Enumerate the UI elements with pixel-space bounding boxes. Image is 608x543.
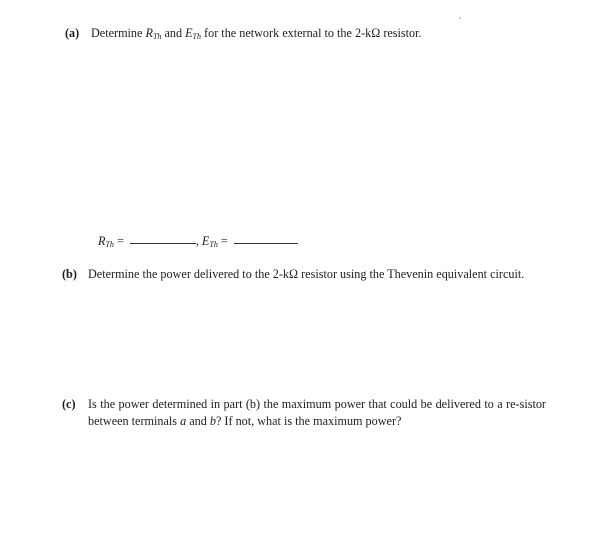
question-c-text-3: ? If not, what is the maximum power? (215, 414, 402, 428)
answer-separator: , (195, 234, 199, 248)
eth-answer-blank[interactable] (234, 242, 298, 244)
question-a-text (91, 25, 585, 45)
question-a-text-1: Determine (91, 26, 146, 40)
answer-eth-subscript: Th (209, 240, 218, 249)
answer-rth-symbol: R (98, 234, 106, 248)
answer-rth-subscript: Th (105, 240, 114, 249)
rth-answer-blank[interactable] (130, 242, 196, 244)
rth-symbol: R (145, 26, 153, 40)
question-b-label: (b) (62, 267, 77, 281)
eth-subscript: Th (192, 32, 201, 41)
terminal-a: a (180, 414, 187, 428)
answer-equals-2: = (217, 234, 228, 248)
question-c-text (88, 396, 546, 430)
question-a-text-2: and (161, 26, 186, 40)
question-c-text-1: Is the power determined in part (b) the maximum power that could be delivered to a re-sistor between terminals (88, 397, 546, 428)
eth-symbol: E (185, 26, 193, 40)
answer-equals-1: = (113, 234, 124, 248)
question-c (62, 396, 546, 436)
scan-speck (459, 17, 461, 19)
terminal-b: b (209, 414, 216, 428)
question-c-label: (c) (62, 397, 76, 411)
question-b-text: Determine the power delivered to the 2-kΩ resistor using the Thevenin equivalent circuit. (88, 267, 525, 281)
question-a-label: (a) (65, 26, 80, 40)
question-a-text-3: for the network external to the 2-kΩ resistor. (201, 26, 422, 40)
answer-line-a (98, 233, 298, 253)
question-a (65, 25, 585, 45)
rth-subscript: Th (152, 32, 162, 41)
question-c-text-2: and (186, 414, 210, 428)
answer-eth-symbol: E (201, 234, 210, 248)
question-b (62, 266, 544, 306)
